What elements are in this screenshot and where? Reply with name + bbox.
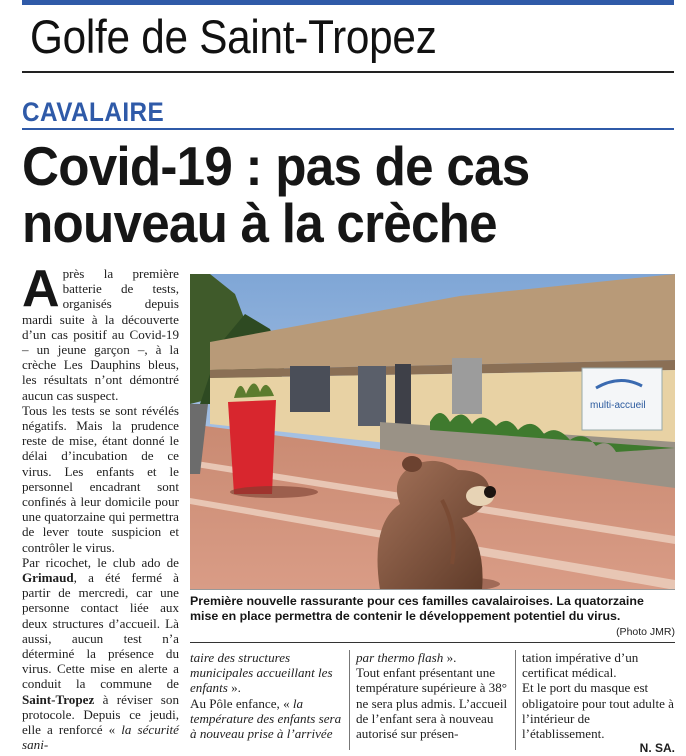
- place-grimaud: Grimaud: [22, 570, 74, 586]
- window: [290, 366, 330, 412]
- column-4-paragraph-2: Et le port du masque est obligatoire pour tout adulte à l’intérieur de l’établissement.: [522, 680, 674, 742]
- article-column-1: [22, 260, 179, 753]
- lead-paragraph: [22, 260, 179, 403]
- top-color-bar: [22, 0, 674, 5]
- column-divider: [515, 650, 516, 750]
- shutter: [452, 358, 482, 414]
- bear-ear: [402, 456, 422, 472]
- door: [358, 366, 386, 426]
- sign-text: multi-accueil: [590, 400, 646, 411]
- caption-rule: [190, 642, 675, 643]
- section-title: Golfe de Saint-Tropez: [30, 10, 437, 63]
- text-run: Par ricochet, le club ado de: [22, 554, 179, 570]
- red-planter: [228, 400, 276, 494]
- door-frame: [395, 364, 411, 426]
- quote-run: par thermo flash: [356, 650, 444, 665]
- quote-run: la température des enfants sera à nouveau prise à l’arrivée: [190, 695, 342, 742]
- text-run: Au Pôle enfance, «: [190, 695, 293, 711]
- paragraph-3: [22, 555, 179, 753]
- lead-text: près la première batterie de tests, organisés depuis mardi suite à la découverte d’un cas positif au Covid-19 – un jeune garçon –, à la crèche Les Dauphins bleus, les résultats n’ont démontré aucun cas suspect.: [22, 266, 179, 403]
- author-signature: N. SA.: [639, 741, 675, 756]
- quote-run: la sécurité sani-: [22, 722, 179, 753]
- planter-shadow: [230, 486, 318, 498]
- drop-cap: A: [22, 260, 60, 318]
- creche-photo-illustration: [190, 274, 675, 590]
- headline-line-1: Covid-19 : pas de cas: [22, 135, 530, 197]
- article-photo: [190, 274, 675, 590]
- photo-caption: Première nouvelle rassurante pour ces familles cavalairoises. La quatorzaine mise en place permettra de contenir le développement potentiel du virus.: [190, 594, 644, 623]
- photo-credit: (Photo JMR): [616, 626, 675, 638]
- column-2-paragraph: [190, 696, 342, 742]
- article-kicker: CAVALAIRE: [22, 97, 165, 127]
- article-column-4: [522, 650, 675, 756]
- column-4-paragraph-1: tation impérative d’un certificat médical.: [522, 650, 639, 681]
- paragraph-2: Tous les tests se sont révélés négatifs. Mais la prudence reste de mise, étant donné le délai d’incubation de ce virus. Les enfants et le personnel encadrant sont confinés à leur domicile pour une quatorzaine qui permettra de lever toute suspicion et contrôler le virus.: [22, 402, 179, 555]
- quote-run: taire des structures municipales accueillant les enfants: [190, 650, 333, 696]
- article-headline: [22, 135, 636, 254]
- bear-nose: [484, 486, 496, 498]
- kicker-rule: [22, 128, 674, 130]
- text-run: à réviser son protocole. Depuis ce jeudi, elle a renforcé «: [22, 691, 179, 738]
- article-column-3: [356, 650, 508, 741]
- place-saint-tropez: Saint-Tropez: [22, 691, 95, 707]
- text-run: , a été fermé à partir de mercredi, car une personne contact liée aux deux structures d’accueil. Là aussi, aucun test n’a déterminé la présence du virus. Cette mise en alerte a conduit la commune de: [22, 570, 179, 692]
- column-2-quote: [190, 650, 342, 696]
- column-3-paragraph: Tout enfant présentant une température supérieure à 38° ne sera plus admis. L’accueil de l’enfant sera à nouveau autorisé sur présen-: [356, 665, 508, 742]
- text-run: ».: [443, 650, 457, 665]
- article-column-2: [190, 650, 342, 741]
- section-rule: [22, 71, 674, 73]
- text-run: ».: [227, 680, 241, 696]
- column-divider: [349, 650, 350, 750]
- multi-accueil-sign: [582, 368, 662, 430]
- headline-line-2: nouveau à la crèche: [22, 192, 497, 254]
- column-3-quote: [356, 650, 508, 665]
